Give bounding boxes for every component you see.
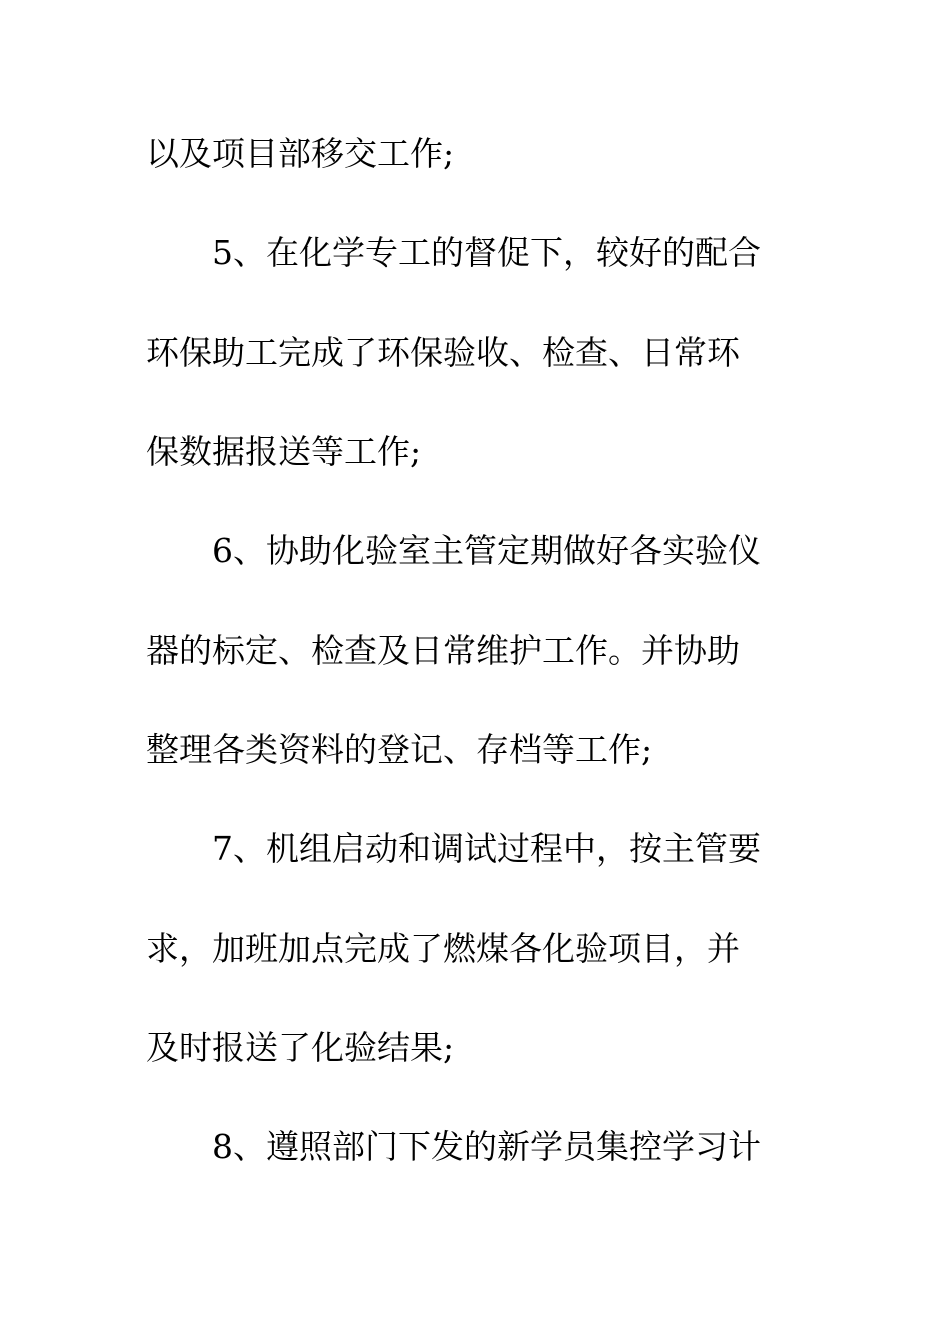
text-line: 保数据报送等工作; bbox=[146, 432, 422, 471]
text-line: 及时报送了化验结果; bbox=[146, 1028, 455, 1067]
text-line: 器的标定、检查及日常维护工作。并协助 bbox=[146, 631, 740, 670]
paragraph-8-line-1: 8、遵照部门下发的新学员集控学习计 bbox=[212, 1127, 761, 1166]
text-line: 整理各类资料的登记、存档等工作; bbox=[146, 730, 653, 769]
paragraph-5-line-1: 5、在化学专工的督促下，较好的配合 bbox=[212, 233, 761, 272]
text-line: 求，加班加点完成了燃煤各化验项目，并 bbox=[146, 929, 740, 968]
paragraph-6-line-1: 6、协助化验室主管定期做好各实验仪 bbox=[212, 531, 761, 570]
text-line: 以及项目部移交工作; bbox=[146, 134, 455, 173]
text-line: 环保助工完成了环保验收、检查、日常环 bbox=[146, 333, 740, 372]
paragraph-7-line-1: 7、机组启动和调试过程中，按主管要 bbox=[212, 829, 761, 868]
